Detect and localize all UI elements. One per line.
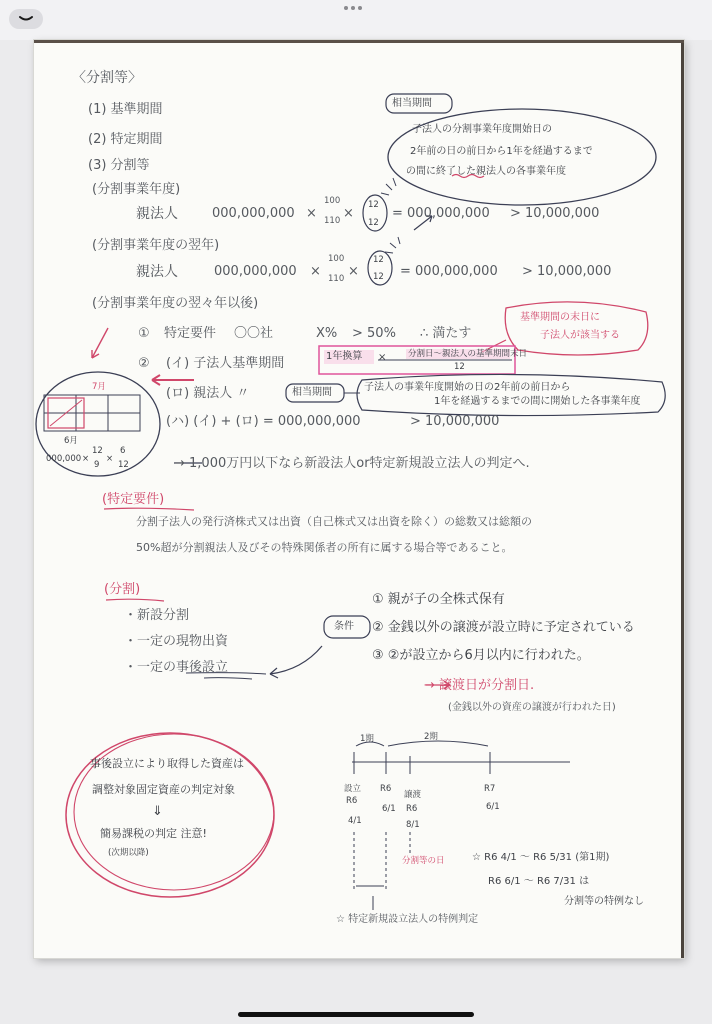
timeline-col2-0: R6 xyxy=(380,784,392,794)
next-year-amount: 000,000,000 xyxy=(214,264,297,279)
req1-number: ① xyxy=(138,326,150,341)
split-year-party: 親法人 xyxy=(136,206,178,222)
split-year-label: (分割事業年度) xyxy=(92,182,181,197)
item-base-period: (1) 基準期間 xyxy=(88,102,163,117)
req2-sum: (ハ) (イ) + (ロ) = 000,000,000 xyxy=(166,414,361,429)
timeline-col3-2: 8/1 xyxy=(406,820,420,830)
timeline-entry3: 分割等の特例なし xyxy=(564,896,644,907)
division-item-post: ・一定の事後設立 xyxy=(124,660,229,675)
req1-company: 〇〇社 xyxy=(234,326,274,341)
next-year-frac1-den: 110 xyxy=(328,274,345,284)
condition-3: ③ ②が設立から6月以内に行われた。 xyxy=(372,648,590,663)
req1-text: 特定要件 xyxy=(164,326,217,341)
division-item-new: ・新設分割 xyxy=(124,608,190,623)
note-heading: 〈分割等〉 xyxy=(72,70,142,86)
timeline-col2-1: 6/1 xyxy=(382,804,396,814)
timeline-bottom-note: ☆ 特定新規設立法人の特例判定 xyxy=(336,914,479,925)
next-year-party: 親法人 xyxy=(136,264,178,280)
split-year-frac1-den: 110 xyxy=(324,216,341,226)
diagram-calc-times2: × xyxy=(106,454,114,464)
corresponding-period-label: 相当期間 xyxy=(392,98,432,109)
timeline-col3-1: R6 xyxy=(406,804,418,814)
transfer-note: (金銭以外の資産の譲渡が行われた日) xyxy=(448,702,616,713)
timeline-col3-0: 譲渡 xyxy=(404,790,422,800)
next-year-times: × xyxy=(310,264,321,279)
next-year-frac2-num: 12 xyxy=(373,255,384,265)
split-year-result: = 000,000,000 xyxy=(392,206,490,221)
req2-parent: (ロ) 親法人 〃 xyxy=(166,386,250,401)
item-division: (3) 分割等 xyxy=(88,158,150,173)
circle-line2: 調整対象固定資産の判定対象 xyxy=(92,783,235,796)
specific-req-line1: 分割子法人の発行済株式又は出資（自己株式又は出資を除く）の総数又は総額の xyxy=(136,515,532,528)
timeline-col4-1: 6/1 xyxy=(486,802,500,812)
timeline-col1-0: 設立 xyxy=(344,784,362,794)
split-year-amount: 000,000,000 xyxy=(212,206,295,221)
corr-line1: 子法人の事業年度開始の日の2年前の前日から xyxy=(364,382,571,393)
after-year-label: (分割事業年度の翌々年以後) xyxy=(92,296,259,311)
diagram-frac1-den: 9 xyxy=(94,460,100,470)
corr-line2: 1年を経過するまでの間に開始した各事業年度 xyxy=(434,396,641,407)
timeline-entry2: R6 6/1 ～ R6 7/31 は xyxy=(488,876,590,887)
diagram-frac2-den: 12 xyxy=(118,460,129,470)
next-year-result: = 000,000,000 xyxy=(400,264,498,279)
specific-req-label: (特定要件) xyxy=(102,492,165,507)
split-year-frac2-den: 12 xyxy=(368,218,379,228)
formula-numerator: 分割日～親法人の基準期間末日 xyxy=(408,349,528,359)
division-label: (分割) xyxy=(104,582,141,597)
next-year-frac2-den: 12 xyxy=(373,272,384,282)
item-specific-period: (2) 特定期間 xyxy=(88,132,163,147)
next-year-times2: × xyxy=(348,264,359,279)
conclusion: → 1,000万円以下なら新設法人or特定新規設立法人の判定へ. xyxy=(174,456,530,471)
corresponding-period-line2: 2年前の日の前日から1年を経過するまで xyxy=(410,146,593,157)
diagram-calc-times: × xyxy=(82,454,90,464)
next-year-label: (分割事業年度の翌年) xyxy=(92,238,220,253)
formula-times: × xyxy=(378,352,387,363)
circle-arrow: ⇓ xyxy=(152,804,163,819)
timeline-period2: 2期 xyxy=(424,732,438,742)
timeline-col1-2: 4/1 xyxy=(348,816,362,826)
corresponding-period-line1: 子法人の分割事業年度開始日の xyxy=(412,124,552,135)
timeline-period1: 1期 xyxy=(360,734,374,744)
split-year-times2: × xyxy=(343,206,354,221)
diagram-calc-amount: 000,000 xyxy=(46,454,82,464)
timeline-col1-1: R6 xyxy=(346,796,358,806)
formula-annualized: 1年換算 xyxy=(326,351,363,362)
timeline-split-day: 分割等の日 xyxy=(402,856,445,866)
condition-1: ① 親が子の全株式保有 xyxy=(372,592,505,607)
next-year-frac1-num: 100 xyxy=(328,254,345,264)
diagram-frac1-num: 12 xyxy=(92,446,103,456)
split-year-frac1-num: 100 xyxy=(324,196,341,206)
req1-compare: > 50% xyxy=(352,326,396,341)
req2-number: ② xyxy=(138,356,150,371)
next-year-compare: > 10,000,000 xyxy=(522,264,612,279)
home-indicator[interactable] xyxy=(238,1012,474,1017)
circle-line1: 事後設立により取得した資産は xyxy=(90,757,244,770)
timeline-col4-0: R7 xyxy=(484,784,496,794)
req2-sum-compare: > 10,000,000 xyxy=(410,414,500,429)
corresponding-period-line3: の間に終了した親法人の各事業年度 xyxy=(406,166,566,177)
diagram-frac2-num: 6 xyxy=(120,446,126,456)
split-year-times: × xyxy=(306,206,317,221)
req1-pct: X% xyxy=(316,326,338,341)
transfer-date: → 譲渡日が分割日. xyxy=(424,678,535,693)
specific-req-line2: 50%超が分割親法人及びその特殊関係者の所有に属する場合等であること。 xyxy=(136,541,513,554)
diagram-top-label: 7月 xyxy=(92,382,106,392)
ellipsis-icon[interactable] xyxy=(344,6,362,10)
formula-denominator: 12 xyxy=(454,362,465,372)
division-item-contribution: ・一定の現物出資 xyxy=(124,634,229,649)
timeline-entry1: ☆ R6 4/1 ～ R6 5/31 (第1期) xyxy=(472,852,610,863)
circle-line3: 簡易課税の判定 注意! xyxy=(100,827,207,840)
note-page xyxy=(34,40,684,958)
pink-note-line2: 子法人が該当する xyxy=(540,330,620,341)
corr-label-small: 相当期間 xyxy=(292,387,332,398)
conditions-label: 条件 xyxy=(334,621,354,632)
req2-child-base: (イ) 子法人基準期間 xyxy=(166,356,285,371)
circle-line4: (次期以降) xyxy=(108,848,149,858)
condition-2: ② 金銭以外の譲渡が設立時に予定されている xyxy=(372,620,635,635)
pink-note-line1: 基準期間の末日に xyxy=(520,312,600,323)
req1-result: ∴ 満たす xyxy=(420,326,472,341)
top-bar xyxy=(0,0,712,40)
diagram-bottom-label: 6月 xyxy=(64,436,78,446)
split-year-frac2-num: 12 xyxy=(368,200,379,210)
split-year-compare: > 10,000,000 xyxy=(510,206,600,221)
chevron-down-icon[interactable] xyxy=(9,9,43,29)
